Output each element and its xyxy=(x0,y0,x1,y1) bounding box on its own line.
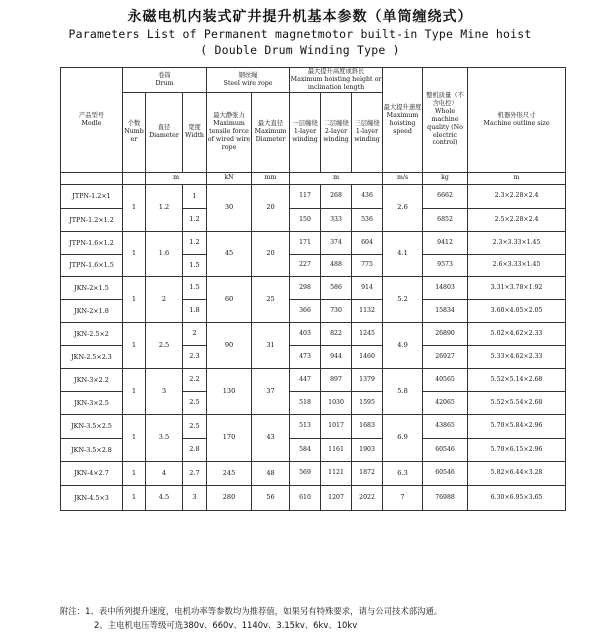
header-two-layer: 二层缠绕 2-layer winding xyxy=(321,92,352,172)
cell-rope-diameter: 25 xyxy=(252,276,290,322)
parameters-table xyxy=(60,67,566,511)
cell-two-layer: 374 xyxy=(321,231,352,254)
cell-one-layer: 584 xyxy=(290,438,321,461)
cell-three-layer: 2022 xyxy=(352,485,383,510)
cell-rope-diameter: 20 xyxy=(252,231,290,276)
unit-outline: m xyxy=(468,172,566,184)
cell-two-layer: 1030 xyxy=(321,391,352,414)
cell-number: 1 xyxy=(123,276,146,322)
cell-rope-diameter: 56 xyxy=(252,485,290,510)
header-number: 个数 Number xyxy=(123,92,146,172)
cell-one-layer: 447 xyxy=(290,368,321,391)
cell-speed: 6.3 xyxy=(383,461,423,485)
cell-three-layer: 1903 xyxy=(352,438,383,461)
cell-rope-diameter: 37 xyxy=(252,368,290,414)
cell-one-layer: 150 xyxy=(290,208,321,231)
cell-outline: 5.33×4.62×2.33 xyxy=(468,345,566,368)
cell-three-layer: 1245 xyxy=(352,322,383,345)
table-row xyxy=(61,276,566,299)
cell-width: 3 xyxy=(183,485,207,510)
cell-rope-diameter: 48 xyxy=(252,461,290,485)
cell-three-layer: 1379 xyxy=(352,368,383,391)
cell-number: 1 xyxy=(123,461,146,485)
title-en-subtitle: ( Double Drum Winding Type ) xyxy=(200,43,400,57)
cell-model: JKN-3.5×2.5 xyxy=(61,414,123,438)
cell-width: 2.3 xyxy=(183,345,207,368)
cell-speed: 4.9 xyxy=(383,322,423,368)
cell-quality: 42065 xyxy=(423,391,468,414)
cell-outline: 2.5×2.28×2.4 xyxy=(468,208,566,231)
cell-one-layer: 403 xyxy=(290,322,321,345)
cell-one-layer: 610 xyxy=(290,485,321,510)
unit-kg: kg xyxy=(423,172,468,184)
cell-quality: 14803 xyxy=(423,276,468,299)
cell-model: JKN-3.5×2.8 xyxy=(61,438,123,461)
cell-diameter: 3.5 xyxy=(146,414,183,461)
cell-model: JKN-2×1.5 xyxy=(61,276,123,299)
note-2-text: 2、主电机电压等级可选380v、660v、1140v、3.15kv、6kv、10kv xyxy=(94,620,358,630)
cell-diameter: 3 xyxy=(146,368,183,414)
cell-two-layer: 822 xyxy=(321,322,352,345)
title-cn: 永磁电机内装式矿井提升机基本参数（单筒缠绕式） xyxy=(127,9,473,25)
cell-diameter: 2.5 xyxy=(146,322,183,368)
header-drum: 卷筒 Drum xyxy=(123,68,207,93)
cell-width: 2.8 xyxy=(183,438,207,461)
cell-diameter: 4 xyxy=(146,461,183,485)
header-tensile: 最大静张力 Maximum tensile force of wired wire rope xyxy=(207,92,252,172)
cell-number: 1 xyxy=(123,414,146,461)
cell-model: JKN-3×2.5 xyxy=(61,391,123,414)
cell-outline: 5.02×4.62×2.33 xyxy=(468,322,566,345)
cell-width: 1.5 xyxy=(183,254,207,276)
cell-outline: 5.82×6.44×3.28 xyxy=(468,461,566,485)
cell-quality: 43865 xyxy=(423,414,468,438)
cell-rope-diameter: 43 xyxy=(252,414,290,461)
cell-number: 1 xyxy=(123,184,146,231)
cell-width: 1.2 xyxy=(183,208,207,231)
header-diameter: 直径 Diameter xyxy=(146,92,183,172)
cell-width: 2 xyxy=(183,322,207,345)
cell-three-layer: 536 xyxy=(352,208,383,231)
cell-one-layer: 366 xyxy=(290,299,321,322)
cell-two-layer: 1017 xyxy=(321,414,352,438)
cell-outline: 2.3×2.28×2.4 xyxy=(468,184,566,208)
cell-three-layer: 1595 xyxy=(352,391,383,414)
cell-tensile: 45 xyxy=(207,231,252,276)
cell-outline: 5.70×5.84×2.96 xyxy=(468,414,566,438)
cell-two-layer: 586 xyxy=(321,276,352,299)
cell-width: 1.2 xyxy=(183,231,207,254)
cell-three-layer: 914 xyxy=(352,276,383,299)
cell-quality: 40565 xyxy=(423,368,468,391)
note-2 xyxy=(60,619,357,631)
unit-kn: kN xyxy=(207,172,252,184)
table-body xyxy=(61,184,566,510)
cell-one-layer: 569 xyxy=(290,461,321,485)
cell-number: 1 xyxy=(123,231,146,276)
table-row xyxy=(61,368,566,391)
cell-quality: 76988 xyxy=(423,485,468,510)
cell-quality: 26927 xyxy=(423,345,468,368)
cell-number: 1 xyxy=(123,322,146,368)
cell-outline: 3.31×3.78×1.92 xyxy=(468,276,566,299)
cell-one-layer: 171 xyxy=(290,231,321,254)
cell-speed: 5.2 xyxy=(383,276,423,322)
cell-model: JKN-4×2.7 xyxy=(61,461,123,485)
cell-two-layer: 1161 xyxy=(321,438,352,461)
table-row xyxy=(61,414,566,438)
cell-rope-diameter: 20 xyxy=(252,184,290,231)
header-rope-diameter: 最大直径 Maximum Diameter xyxy=(252,92,290,172)
cell-outline: 2.3×3.33×1.45 xyxy=(468,231,566,254)
cell-two-layer: 1207 xyxy=(321,485,352,510)
unit-speed: m/s xyxy=(383,172,423,184)
table-row xyxy=(61,461,566,485)
cell-one-layer: 117 xyxy=(290,184,321,208)
cell-three-layer: 1872 xyxy=(352,461,383,485)
cell-model: JKN-2.5×2 xyxy=(61,322,123,345)
cell-outline: 5.52×5.14×2.68 xyxy=(468,368,566,391)
table-row xyxy=(61,322,566,345)
unit-height: m xyxy=(290,172,383,184)
cell-speed: 4.1 xyxy=(383,231,423,276)
cell-rope-diameter: 31 xyxy=(252,322,290,368)
cell-three-layer: 604 xyxy=(352,231,383,254)
cell-width: 2.7 xyxy=(183,461,207,485)
cell-two-layer: 268 xyxy=(321,184,352,208)
table-row xyxy=(61,184,566,208)
cell-one-layer: 513 xyxy=(290,414,321,438)
header-quality: 整机质量（不含电控）Whole machine quality (No electric control) xyxy=(423,68,468,173)
cell-number: 1 xyxy=(123,368,146,414)
cell-model: JKN-2×1.8 xyxy=(61,299,123,322)
cell-speed: 5.8 xyxy=(383,368,423,414)
cell-two-layer: 333 xyxy=(321,208,352,231)
cell-outline: 5.70×6.15×2.96 xyxy=(468,438,566,461)
header-speed: 最大提升速度 Maximum hoisting speed xyxy=(383,68,423,173)
cell-two-layer: 897 xyxy=(321,368,352,391)
cell-two-layer: 488 xyxy=(321,254,352,276)
cell-one-layer: 518 xyxy=(290,391,321,414)
cell-width: 2.5 xyxy=(183,414,207,438)
cell-model: JTPN-1.6×1.2 xyxy=(61,231,123,254)
header-lift-height: 最大提升高度或斜长 Maximum hoisting height or inclination length xyxy=(290,68,382,91)
unit-mm: mm xyxy=(252,172,290,184)
cell-quality: 60546 xyxy=(423,461,468,485)
header-outline: 机器外形尺寸 Machine outline size xyxy=(468,68,566,173)
cell-two-layer: 1121 xyxy=(321,461,352,485)
cell-model: JKN-2.5×2.3 xyxy=(61,345,123,368)
cell-quality: 60546 xyxy=(423,438,468,461)
cell-model: JKN-3×2.2 xyxy=(61,368,123,391)
cell-diameter: 4.5 xyxy=(146,485,183,510)
cell-diameter: 2 xyxy=(146,276,183,322)
cell-width: 1.8 xyxy=(183,299,207,322)
cell-model: JTPN-1.6×1.5 xyxy=(61,254,123,276)
cell-one-layer: 473 xyxy=(290,345,321,368)
cell-width: 2.5 xyxy=(183,391,207,414)
cell-quality: 6662 xyxy=(423,184,468,208)
header-one-layer: 一层缠绕 1-layer winding xyxy=(290,92,321,172)
cell-two-layer: 730 xyxy=(321,299,352,322)
cell-speed: 6.9 xyxy=(383,414,423,461)
table-row xyxy=(61,231,566,254)
cell-outline: 6.30×6.95×3.65 xyxy=(468,485,566,510)
cell-tensile: 60 xyxy=(207,276,252,322)
cell-width: 1.5 xyxy=(183,276,207,299)
cell-outline: 5.52×5.54×2.68 xyxy=(468,391,566,414)
cell-three-layer: 1460 xyxy=(352,345,383,368)
cell-width: 1 xyxy=(183,184,207,208)
header-three-layer: 三层缠绕 1-layer winding xyxy=(352,92,383,172)
unit-m: m xyxy=(146,172,207,184)
header-width: 宽度 Width xyxy=(183,92,207,172)
cell-model: JTPN-1.2×1.2 xyxy=(61,208,123,231)
cell-width: 2.2 xyxy=(183,368,207,391)
cell-tensile: 170 xyxy=(207,414,252,461)
note-1: 附注：1、表中所列提升速度，电机功率等参数均为推荐值，如果另有特殊要求，请与公司技术部沟通。 xyxy=(60,606,443,616)
cell-tensile: 245 xyxy=(207,461,252,485)
header-model: 产品型号 Modle xyxy=(61,68,123,173)
cell-two-layer: 944 xyxy=(321,345,352,368)
cell-tensile: 130 xyxy=(207,368,252,414)
cell-quality: 9573 xyxy=(423,254,468,276)
cell-tensile: 90 xyxy=(207,322,252,368)
cell-number: 1 xyxy=(123,485,146,510)
cell-speed: 2.6 xyxy=(383,184,423,231)
title-en: Parameters List of Permanent magnetmotor built-in Type Mine hoist xyxy=(68,27,532,41)
header-rope: 钢丝绳 Steel wire rope xyxy=(207,68,290,93)
cell-quality: 9412 xyxy=(423,231,468,254)
cell-three-layer: 1132 xyxy=(352,299,383,322)
cell-quality: 15834 xyxy=(423,299,468,322)
cell-diameter: 1.2 xyxy=(146,184,183,231)
cell-tensile: 30 xyxy=(207,184,252,231)
cell-three-layer: 436 xyxy=(352,184,383,208)
cell-diameter: 1.6 xyxy=(146,231,183,276)
cell-speed: 7 xyxy=(383,485,423,510)
cell-one-layer: 298 xyxy=(290,276,321,299)
cell-three-layer: 1683 xyxy=(352,414,383,438)
cell-model: JTPN-1.2×1 xyxy=(61,184,123,208)
cell-quality: 26890 xyxy=(423,322,468,345)
cell-model: JKN-4.5×3 xyxy=(61,485,123,510)
cell-tensile: 280 xyxy=(207,485,252,510)
table-row xyxy=(61,485,566,510)
cell-outline: 2.6×3.33×1.45 xyxy=(468,254,566,276)
cell-one-layer: 227 xyxy=(290,254,321,276)
cell-quality: 6852 xyxy=(423,208,468,231)
cell-three-layer: 775 xyxy=(352,254,383,276)
cell-outline: 3.60×4.05×2.05 xyxy=(468,299,566,322)
